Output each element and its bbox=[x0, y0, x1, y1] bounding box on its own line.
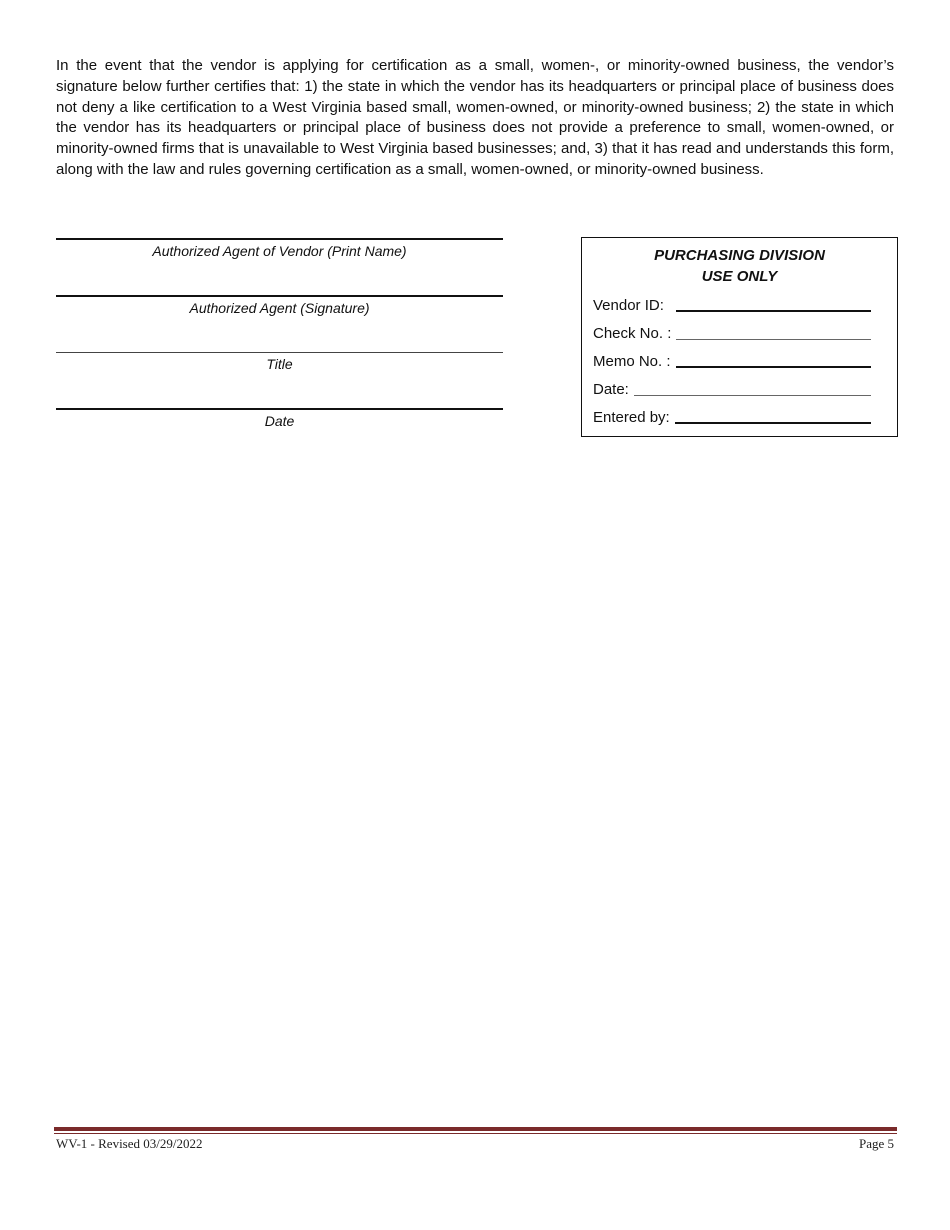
footer-rule-thin bbox=[54, 1133, 897, 1134]
check-no-label: Check No. : bbox=[593, 325, 672, 342]
memo-no-input[interactable] bbox=[676, 366, 871, 368]
title-caption: Title bbox=[266, 356, 293, 372]
memo-no-label: Memo No. : bbox=[593, 353, 671, 370]
check-no-row bbox=[593, 322, 871, 342]
box-date-input[interactable] bbox=[634, 395, 871, 396]
purchasing-box-title-line1: PURCHASING DIVISION bbox=[654, 247, 825, 264]
check-no-input[interactable] bbox=[676, 339, 871, 340]
purchasing-box-title bbox=[582, 245, 897, 287]
footer-rule-thick bbox=[54, 1127, 897, 1131]
page-number: Page 5 bbox=[858, 1136, 894, 1151]
date-line bbox=[56, 408, 503, 410]
purchasing-box-title-line2: USE ONLY bbox=[701, 268, 778, 285]
print-name-caption: Authorized Agent of Vendor (Print Name) bbox=[152, 243, 407, 259]
date-field[interactable] bbox=[56, 408, 503, 429]
box-date-row bbox=[593, 378, 871, 398]
vendor-id-input[interactable] bbox=[676, 310, 871, 312]
signature-line bbox=[56, 295, 503, 297]
entered-by-label: Entered by: bbox=[593, 409, 670, 426]
title-field[interactable] bbox=[56, 352, 503, 372]
signature-caption: Authorized Agent (Signature) bbox=[189, 300, 370, 316]
date-caption: Date bbox=[264, 413, 295, 429]
vendor-id-label: Vendor ID: bbox=[593, 297, 664, 314]
print-name-field[interactable] bbox=[56, 238, 503, 259]
vendor-id-row bbox=[593, 294, 871, 314]
purchasing-division-box bbox=[581, 237, 898, 437]
entered-by-input[interactable] bbox=[675, 422, 871, 424]
print-name-line bbox=[56, 238, 503, 240]
signature-field[interactable] bbox=[56, 295, 503, 316]
entered-by-row bbox=[593, 406, 871, 426]
title-line bbox=[56, 352, 503, 353]
certification-paragraph: In the event that the vendor is applying for certification as a small, women-, or minority-owned business, the vendor’s signature below further certifies that: 1) the state in which the vendor has its headquarters or principal place of business does not deny a like certification to a West Virginia based small, women-owned, or minority-owned business; 2) the state in which the vendor has its headquarters or principal place of business does not provide a preference to small, women-owned, or minority-owned firms that is unavailable to West Virginia based businesses; and, 3) that it has read and understands this form, along with the law and rules governing certification as a small, women-owned, or minority-owned business. bbox=[56, 57, 894, 178]
revision-label: WV-1 - Revised 03/29/2022 bbox=[56, 1136, 203, 1151]
memo-no-row bbox=[593, 350, 871, 370]
box-date-label: Date: bbox=[593, 381, 629, 398]
